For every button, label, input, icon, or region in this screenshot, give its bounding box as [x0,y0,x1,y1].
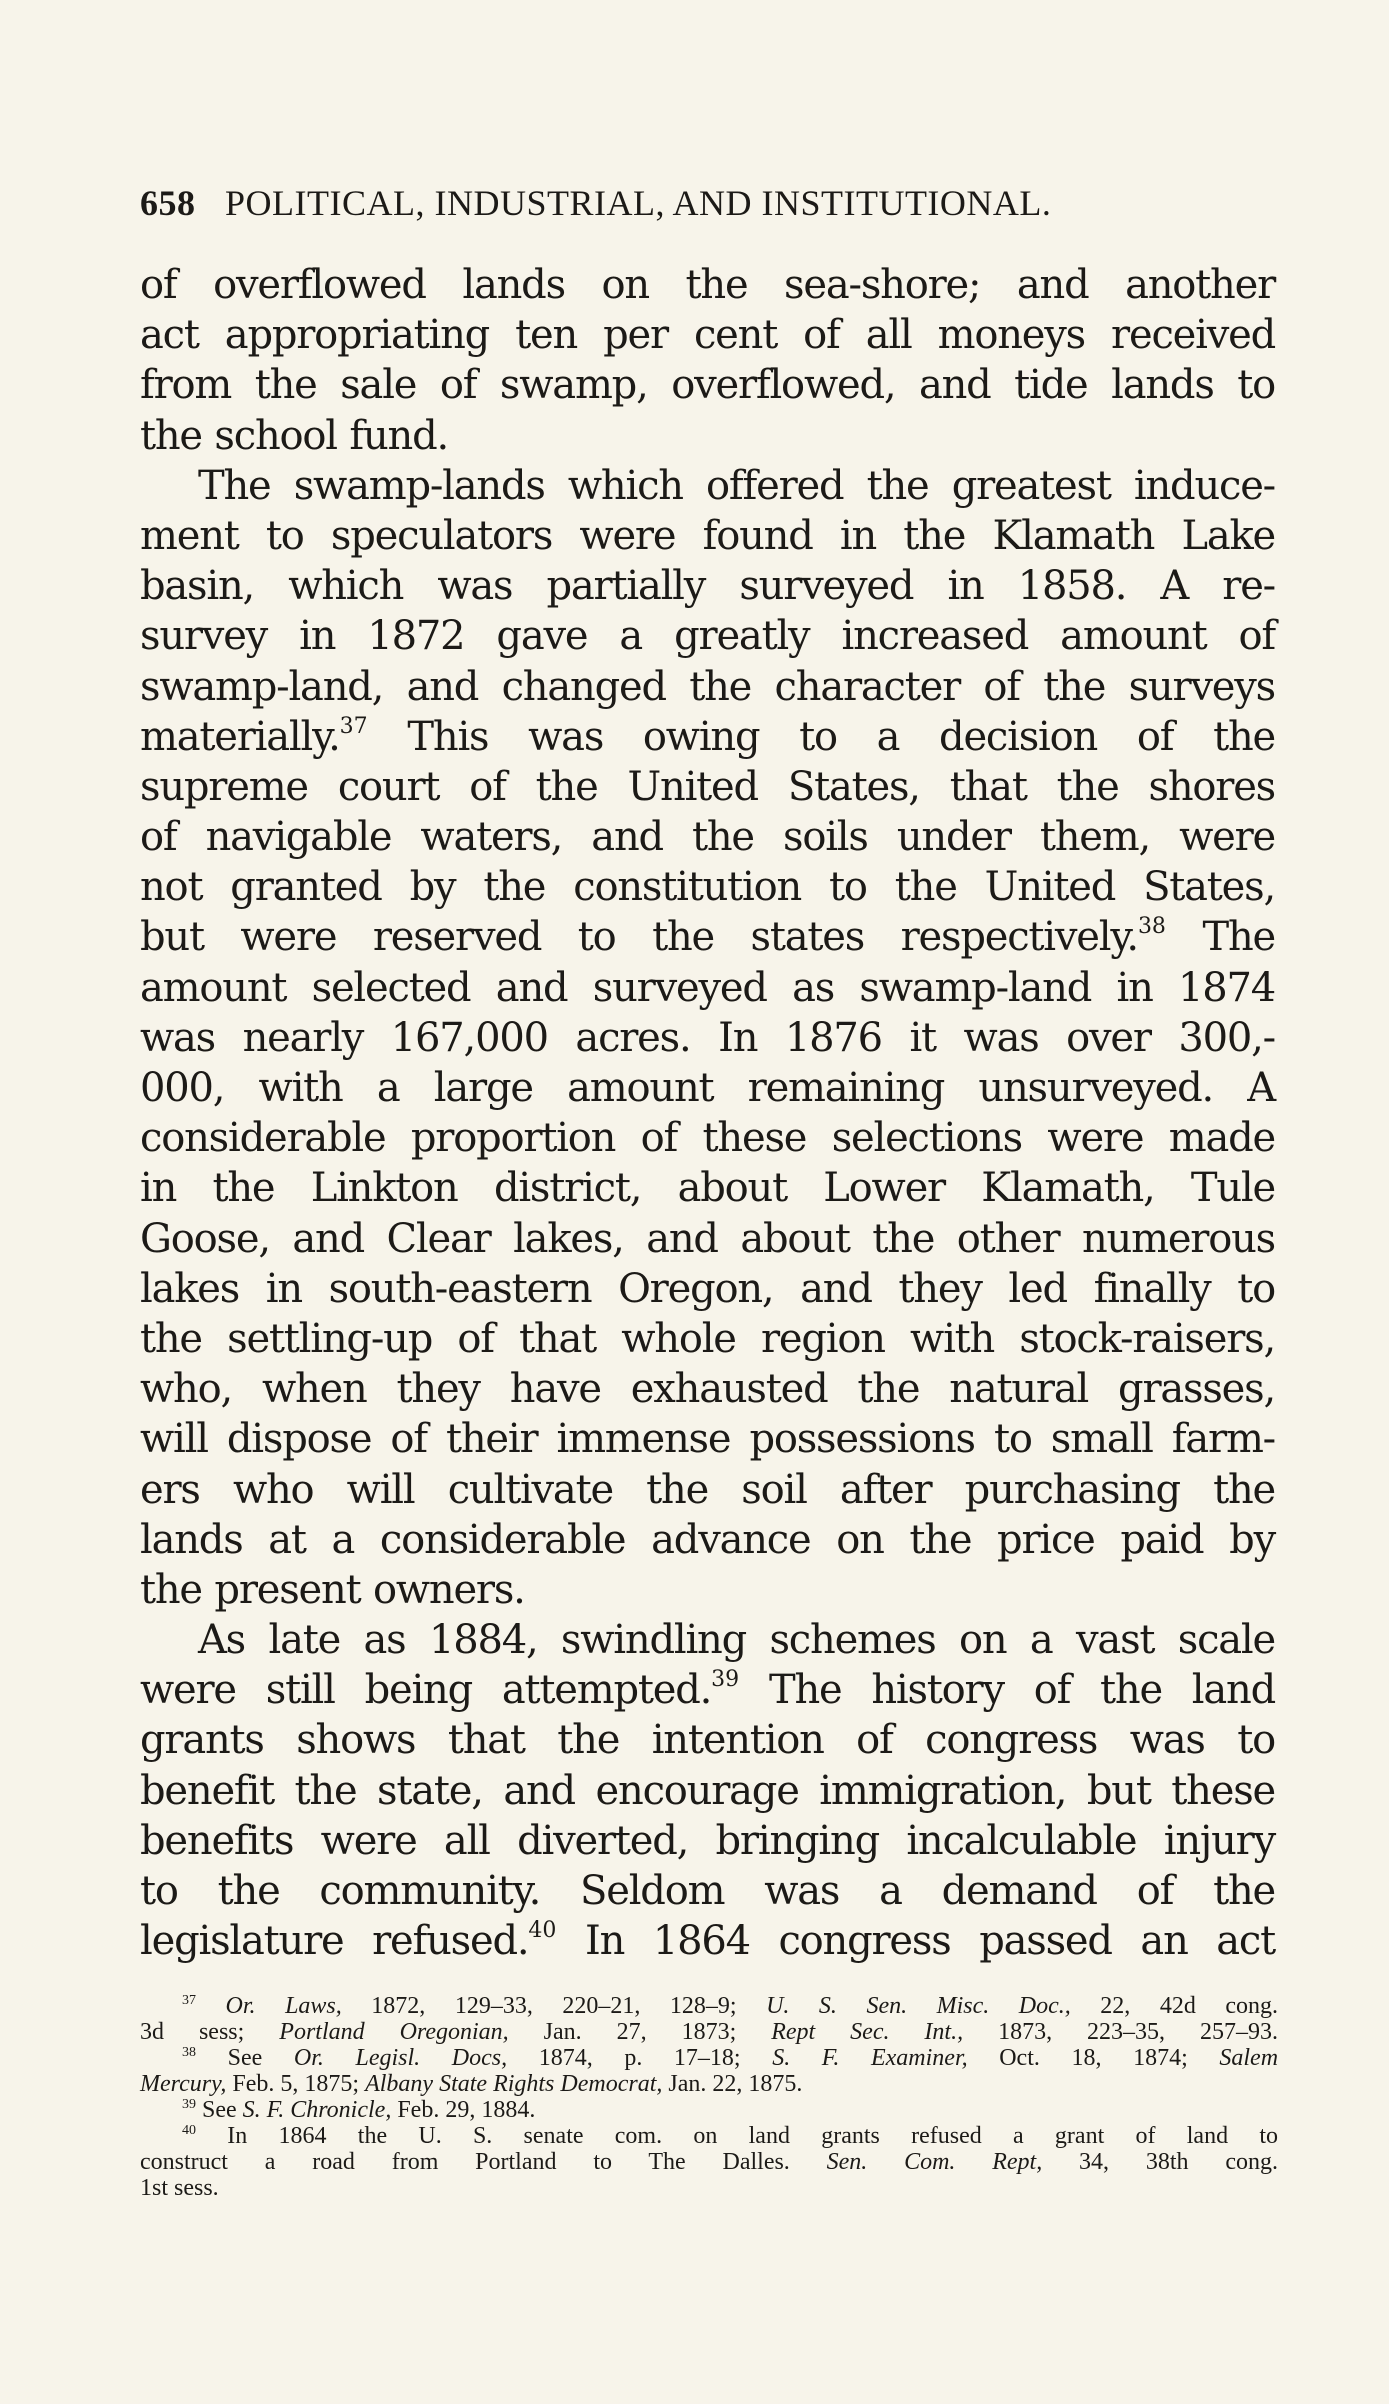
body-line-text: benefit the state, and encourage immigration, but these [140,1767,1275,1814]
footnote-text: In 1864 the U. S. senate com. on land grants refused a grant of land to [196,2123,1278,2149]
footnote-text: 1874, p. 17–18; [507,2045,773,2071]
footnote-text [196,1993,226,2019]
footnote-number: 37 [182,1993,196,2008]
body-line [140,1715,1275,1765]
body-line [140,1264,1275,1314]
body-line [140,1414,1275,1464]
footnote-text: Oct. 18, 1874; [967,2045,1220,2071]
body-line [140,912,1275,962]
body-line [140,812,1275,862]
footnote-text: Feb. 29, 1884. [391,2097,536,2123]
body-line-text: Goose, and Clear lakes, and about the other numerous [140,1215,1275,1262]
footnote-text: Jan. 22, 1875. [662,2071,803,2097]
footnote-text: 3d sess; [140,2019,280,2045]
body-line [140,1314,1275,1364]
footnote-line [140,2123,1278,2149]
body-line-text: materially. [140,713,340,760]
footnote-text: 1873, 223–35, 257–93. [963,2019,1279,2045]
body-line [140,712,1275,762]
citation-title: U. S. Sen. Misc. Doc., [766,1993,1071,2019]
footnote-text: See [196,2097,243,2123]
body-line [140,611,1275,661]
footnote-text: See [196,2045,294,2071]
body-line-text: ers who will cultivate the soil after purchasing the [140,1466,1275,1513]
body-line-text: considerable proportion of these selections were made [140,1115,1275,1162]
citation-title: Mercury, [140,2071,227,2097]
body-line-text: swamp-land, and changed the character of the surveys [140,663,1275,710]
body-line [140,762,1275,812]
body-line-text: ment to speculators were found in the Klamath Lake [140,512,1275,559]
body-line [140,310,1275,360]
footnote-number: 38 [182,2045,196,2060]
body-line-text: In 1864 congress passed an act [556,1918,1275,1965]
body-line-text: lakes in south-eastern Oregon, and they led finally to [140,1265,1275,1312]
body-line [140,862,1275,912]
body-line [140,511,1275,561]
body-line-text: to the community. Seldom was a demand of the [140,1868,1275,1914]
body-line [140,411,1275,461]
body-line [140,1565,1275,1615]
body-line-text: of navigable waters, and the soils under them, were [140,814,1275,861]
body-line-text: The history of the land [739,1667,1276,1714]
body-line [140,1063,1275,1113]
footnote-text: 34, 38th cong. [1042,2149,1278,2175]
body-line [140,662,1275,712]
body-line [140,1113,1275,1163]
body-line-text: This was owing to a decision of the [367,713,1275,760]
body-line [140,1916,1275,1966]
body-line [140,1615,1275,1665]
footnote-line [140,2097,1278,2123]
body-line-text: but were reserved to the states respectively. [140,914,1138,961]
citation-title: Portland Oregonian, [279,2019,509,2045]
body-line-text: basin, which was partially surveyed in 1858. A re- [140,563,1275,610]
body-line-text: The [1165,914,1275,961]
footnote-line [140,2045,1278,2071]
footnote-line [140,2149,1278,2175]
citation-title: Salem [1219,2045,1279,2071]
body-line [140,260,1275,310]
citation-title: Albany State Rights Democrat, [365,2071,663,2097]
body-line [140,1013,1275,1063]
footnote-reference[interactable]: 39 [711,1667,740,1693]
body-line [140,1866,1275,1916]
body-line [140,963,1275,1013]
footnote-text: Feb. 5, 1875; [226,2071,366,2097]
citation-title: Or. Laws, [225,1993,342,2019]
body-line-text: act appropriating ten per cent of all moneys received [140,312,1275,359]
body-line-text: amount selected and surveyed as swamp-land in 1874 [140,964,1275,1011]
body-line-text: supreme court of the United States, that the shores [140,763,1275,810]
running-head-title: POLITICAL, INDUSTRIAL, AND INSTITUTIONAL. [225,183,1052,223]
footnote-line [140,2175,1278,2201]
body-line-text: was nearly 167,000 acres. In 1876 it was over 300,- [140,1014,1275,1061]
footnote-text: construct a road from Portland to The Dalles. [140,2149,827,2175]
body-line [140,461,1275,511]
body-line-text: The swamp-lands which offered the greatest induce- [198,462,1275,509]
body-line [140,1515,1275,1565]
body-line-text: benefits were all diverted, bringing incalculable injury [140,1817,1275,1864]
footnote-text: 22, 42d cong. [1070,1993,1279,2019]
footnote-number: 40 [182,2123,196,2138]
body-line [140,1163,1275,1213]
body-line-text: the present owners. [140,1566,525,1613]
body-line [140,1665,1275,1715]
body-line-text: in the Linkton district, about Lower Klamath, Tule [140,1165,1275,1212]
body-line-text: the school fund. [140,412,449,459]
body-line-text: from the sale of swamp, overflowed, and tide lands to [140,362,1275,409]
body-line [140,360,1275,410]
body-line [140,1364,1275,1414]
footnote-line [140,1993,1278,2019]
body-line-text: who, when they have exhausted the natural grasses, [140,1366,1275,1413]
body-line [140,1816,1275,1866]
body-line-text: the settling-up of that whole region with stock-raisers, [140,1315,1275,1362]
body-line [140,1214,1275,1264]
footnote-text: 1872, 129–33, 220–21, 128–9; [341,1993,767,2019]
footnote-number: 39 [182,2097,196,2112]
citation-title: S. F. Chronicle, [242,2097,392,2123]
footnote-text: 1st sess. [140,2175,219,2201]
body-line-text: not granted by the constitution to the United States, [140,864,1275,911]
body-line-text: 000, with a large amount remaining unsurveyed. A [140,1065,1275,1111]
running-head [140,182,1280,232]
body-line [140,561,1275,611]
footnote-line [140,2071,1278,2097]
body-line-text: survey in 1872 gave a greatly increased amount of [140,613,1275,660]
footnotes [140,1993,1278,2201]
body-line-text: grants shows that the intention of congress was to [140,1717,1275,1764]
body-line-text: lands at a considerable advance on the price paid by [140,1516,1275,1563]
citation-title: Or. Legisl. Docs, [293,2045,508,2071]
citation-title: S. F. Examiner, [772,2045,968,2071]
body-line-text: will dispose of their immense possessions to small farm- [140,1416,1275,1463]
citation-title: Rept Sec. Int., [771,2019,964,2045]
body-line-text: were still being attempted. [140,1667,712,1714]
footnote-reference[interactable]: 40 [528,1918,557,1944]
footnote-reference[interactable]: 37 [339,713,368,739]
body-line [140,1465,1275,1515]
footnote-line [140,2019,1278,2045]
citation-title: Sen. Com. Rept, [826,2149,1043,2175]
body-line-text: legislature refused. [140,1918,529,1965]
footnote-text: Jan. 27, 1873; [508,2019,772,2045]
body-line [140,1766,1275,1816]
footnote-reference[interactable]: 38 [1137,914,1166,940]
body-text [140,260,1275,1966]
body-line-text: of overflowed lands on the sea-shore; and another [140,262,1275,308]
page-number: 658 [140,183,196,223]
body-line-text: As late as 1884, swindling schemes on a vast scale [198,1617,1275,1664]
